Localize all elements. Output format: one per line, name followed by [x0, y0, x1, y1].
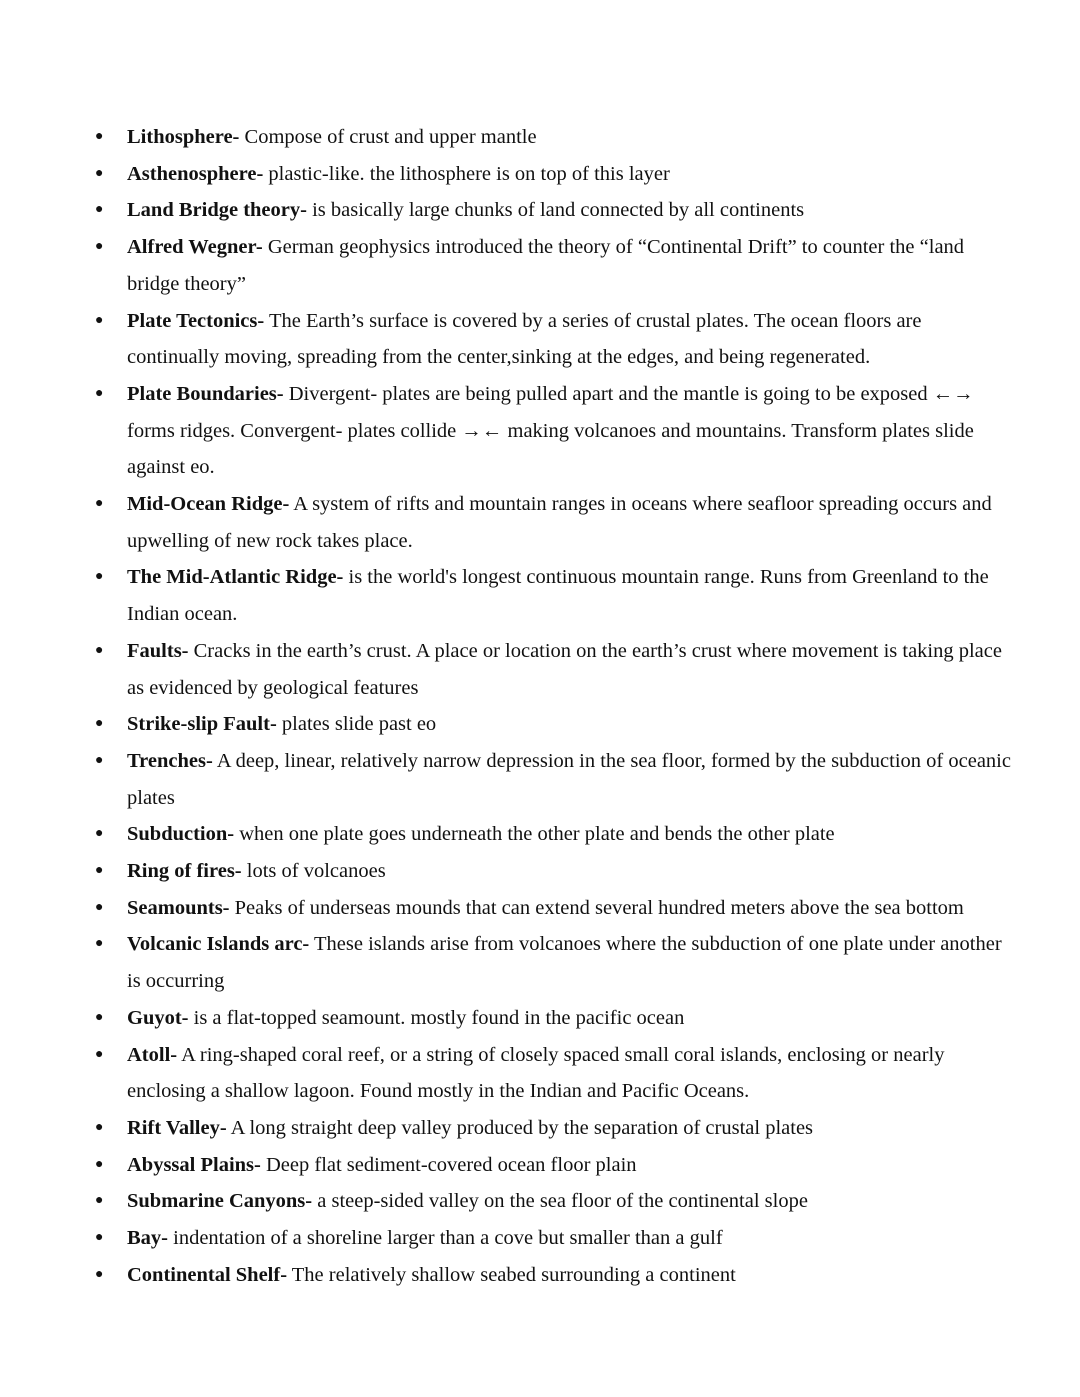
- term-definition: plates slide past eo: [276, 713, 437, 736]
- bullet-icon: ●: [95, 202, 104, 218]
- list-item: [95, 1220, 1018, 1257]
- list-item: [95, 816, 1018, 853]
- term-definition: Peaks of underseas mounds that can extend several hundred meters above the sea bottom: [229, 896, 964, 919]
- list-item: [95, 559, 1018, 632]
- term-label: Atoll-: [127, 1043, 178, 1066]
- list-item: [95, 853, 1018, 890]
- list-item: [95, 119, 1018, 156]
- list-item: [95, 633, 1018, 706]
- term-definition: These islands arise from volcanoes where the subduction of one plate under another is occurring: [127, 933, 1002, 993]
- term-definition: Divergent- plates are being pulled apart and the mantle is going to be exposed ←→ forms ridges. Convergent- plates collide →← making volcanoes and mountains. Transform plates slide against eo.: [127, 382, 974, 479]
- term-definition: A ring-shaped coral reef, or a string of closely spaced small coral islands, enclosing or nearly enclosing a shallow lagoon. Found mostly in the Indian and Pacific Oceans.: [127, 1043, 945, 1103]
- term-label: Rift Valley-: [127, 1116, 227, 1139]
- bullet-icon: ●: [95, 1046, 104, 1062]
- bullet-icon: ●: [95, 129, 104, 144]
- list-item: [95, 1183, 1018, 1220]
- bullet-icon: ●: [95, 899, 104, 915]
- term-definition: indentation of a shoreline larger than a cove but smaller than a gulf: [168, 1227, 723, 1250]
- glossary-list: [0, 119, 1080, 1294]
- term-label: Land Bridge theory-: [127, 199, 307, 222]
- term-definition: when one plate goes underneath the other plate and bends the other plate: [234, 823, 835, 846]
- bullet-icon: ●: [95, 716, 104, 732]
- term-definition: The relatively shallow seabed surrounding a continent: [287, 1263, 736, 1286]
- bullet-icon: ●: [95, 312, 104, 328]
- term-definition: A system of rifts and mountain ranges in oceans where seafloor spreading occurs and upwelling of new rock takes place.: [127, 493, 992, 552]
- list-item: [95, 890, 1018, 927]
- term-definition: German geophysics introduced the theory of “Continental Drift” to counter the “land bridge theory”: [127, 236, 965, 295]
- bullet-icon: ●: [95, 496, 104, 512]
- list-item: [95, 1147, 1018, 1184]
- term-definition: Deep flat sediment-covered ocean floor plain: [260, 1153, 637, 1176]
- term-definition: lots of volcanoes: [241, 860, 386, 883]
- term-label: Alfred Wegner-: [127, 236, 263, 259]
- list-item: [95, 743, 1018, 816]
- list-item: [95, 1110, 1018, 1147]
- term-label: Asthenosphere-: [127, 162, 264, 185]
- term-label: Abyssal Plains-: [127, 1153, 261, 1176]
- list-item: [95, 926, 1018, 999]
- term-label: Subduction-: [127, 823, 235, 846]
- term-label: Guyot-: [127, 1006, 189, 1029]
- term-label: Ring of fires-: [127, 860, 242, 883]
- term-definition: A deep, linear, relatively narrow depression in the sea floor, formed by the subduction of oceanic plates: [127, 749, 1011, 809]
- term-definition: A long straight deep valley produced by the separation of crustal plates: [226, 1116, 814, 1139]
- term-label: Mid-Ocean Ridge-: [127, 493, 290, 516]
- term-label: Continental Shelf-: [127, 1263, 288, 1286]
- bullet-icon: ●: [95, 826, 104, 842]
- list-item: [95, 376, 1018, 486]
- list-item: [95, 706, 1018, 743]
- bullet-icon: ●: [95, 165, 104, 181]
- list-item: [95, 486, 1018, 559]
- list-item: [95, 156, 1018, 193]
- bullet-icon: ●: [95, 1266, 104, 1282]
- term-label: The Mid-Atlantic Ridge-: [127, 566, 344, 589]
- term-label: Bay-: [127, 1227, 168, 1250]
- bullet-icon: ●: [95, 936, 104, 952]
- term-definition: Compose of crust and upper mantle: [239, 126, 537, 148]
- term-label: Lithosphere-: [127, 126, 240, 148]
- bullet-icon: ●: [95, 239, 104, 255]
- term-label: Seamounts-: [127, 896, 230, 919]
- term-label: Trenches-: [127, 749, 213, 772]
- term-label: Faults-: [127, 639, 189, 662]
- bullet-icon: ●: [95, 863, 104, 879]
- term-label: Submarine Canyons-: [127, 1190, 313, 1213]
- term-definition: The Earth’s surface is covered by a series of crustal plates. The ocean floors are continually moving, spreading from the center,sinking at the edges, and being regenerated.: [127, 309, 922, 369]
- term-label: Volcanic Islands arc-: [127, 933, 310, 956]
- term-definition: Cracks in the earth’s crust. A place or location on the earth’s crust where movement is taking place as evidenced by geological features: [127, 639, 1002, 699]
- term-definition: a steep-sided valley on the sea floor of the continental slope: [312, 1190, 808, 1213]
- bullet-icon: ●: [95, 1156, 104, 1172]
- term-definition: is basically large chunks of land connected by all continents: [306, 199, 805, 222]
- bullet-icon: ●: [95, 569, 104, 585]
- bullet-icon: ●: [95, 642, 104, 658]
- term-label: Plate Boundaries-: [127, 382, 284, 405]
- bullet-icon: ●: [95, 1119, 104, 1135]
- list-item: [95, 1257, 1018, 1294]
- term-label: Strike-slip Fault-: [127, 713, 277, 736]
- bullet-icon: ●: [95, 385, 104, 401]
- term-definition: is a flat-topped seamount. mostly found in the pacific ocean: [188, 1006, 685, 1029]
- list-item: [95, 303, 1018, 376]
- list-item: [95, 229, 1018, 302]
- bullet-icon: ●: [95, 1193, 104, 1209]
- bullet-icon: ●: [95, 1009, 104, 1025]
- bullet-icon: ●: [95, 752, 104, 768]
- term-label: Plate Tectonics-: [127, 309, 265, 332]
- list-item: [95, 1000, 1018, 1037]
- list-item: [95, 192, 1018, 229]
- bullet-icon: ●: [95, 1230, 104, 1246]
- term-definition: plastic-like. the lithosphere is on top of this layer: [263, 162, 670, 185]
- document-page: [0, 119, 1080, 1294]
- list-item: [95, 1037, 1018, 1110]
- term-definition: is the world's longest continuous mountain range. Runs from Greenland to the Indian ocean.: [127, 566, 989, 626]
